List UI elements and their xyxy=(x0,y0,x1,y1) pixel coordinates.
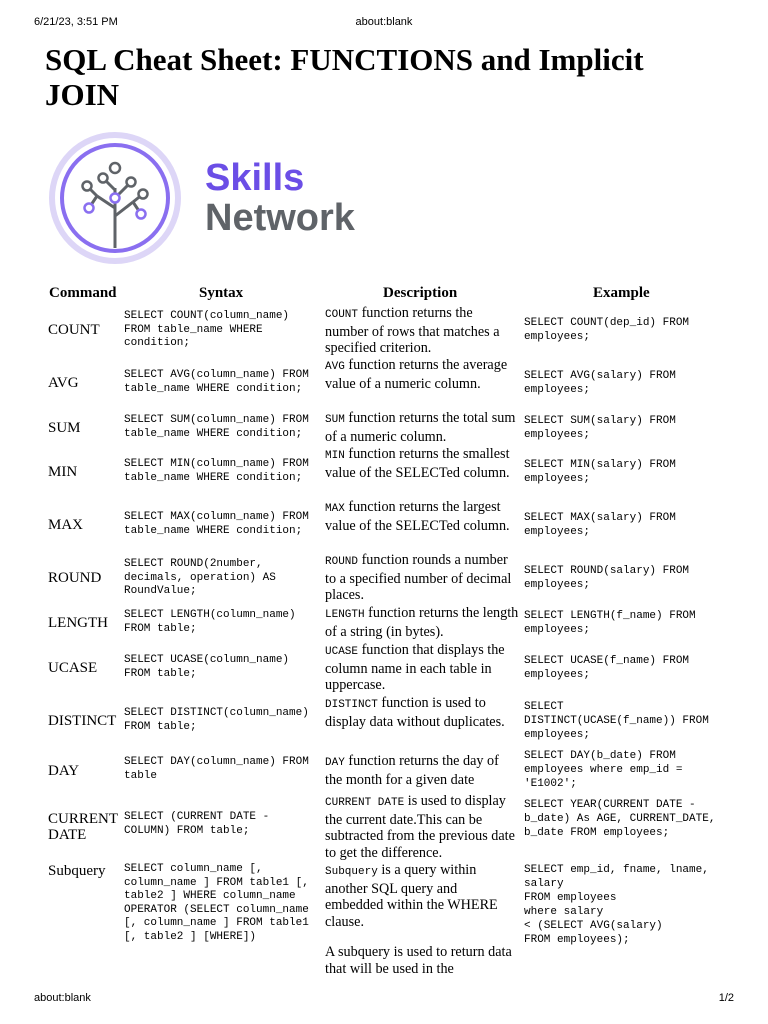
description-text-continued: A subquery is used to return data that will be used in the xyxy=(325,944,512,977)
command-cell: DISTINCT xyxy=(48,713,117,729)
description-text: function returns the day of the month for a given date xyxy=(325,753,499,788)
col-header-example: Example xyxy=(593,285,650,301)
example-cell: SELECT AVG(salary) FROM employees; xyxy=(524,370,683,396)
example-cell: SELECT UCASE(f_name) FROM employees; xyxy=(524,655,696,681)
syntax-cell: SELECT ROUND(2number, decimals, operation) AS RoundValue; xyxy=(124,558,283,597)
command-cell: DAY xyxy=(48,763,80,779)
example-cell: SELECT MAX(salary) FROM employees; xyxy=(524,512,683,538)
description-cell xyxy=(325,499,519,534)
command-cell: COUNT xyxy=(48,322,100,338)
description-keyword: UCASE xyxy=(325,646,359,658)
description-keyword: LENGTH xyxy=(325,609,365,621)
command-cell: ROUND xyxy=(48,570,102,586)
description-text: function that displays the column name in each table in uppercase. xyxy=(325,642,505,693)
example-cell: SELECT DISTINCT(UCASE(f_name)) FROM employees; xyxy=(524,701,709,741)
description-text: function returns the length of a string (in bytes). xyxy=(325,605,519,640)
example-cell: SELECT LENGTH(f_name) FROM employees; xyxy=(524,610,703,636)
example-cell: SELECT MIN(salary) FROM employees; xyxy=(524,459,683,485)
command-cell: Subquery xyxy=(48,863,106,879)
description-cell xyxy=(325,446,519,481)
description-keyword: MIN xyxy=(325,450,345,462)
logo-text-network: Network xyxy=(205,197,355,239)
description-text: is a query within another SQL query and embedded within the WHERE clause. xyxy=(325,862,498,930)
description-keyword: SUM xyxy=(325,414,345,426)
description-keyword: CURRENT DATE xyxy=(325,797,405,809)
tree-network-icon xyxy=(45,128,185,268)
description-cell xyxy=(325,642,519,694)
command-cell: SUM xyxy=(48,420,81,436)
description-keyword: DAY xyxy=(325,757,345,769)
example-cell: SELECT ROUND(salary) FROM employees; xyxy=(524,565,696,591)
description-keyword: ROUND xyxy=(325,556,359,568)
footer-url: about:blank xyxy=(34,992,91,1004)
description-keyword: MAX xyxy=(325,503,345,515)
description-text: function returns the number of rows that matches a specified criterion. xyxy=(325,305,500,356)
syntax-cell: SELECT AVG(column_name) FROM table_name WHERE condition; xyxy=(124,369,316,395)
command-cell: MIN xyxy=(48,464,78,480)
description-keyword: AVG xyxy=(325,361,345,373)
description-text: is used to display the current date.This can be subtracted from the previous date to get the difference. xyxy=(325,793,515,861)
syntax-cell: SELECT MIN(column_name) FROM table_name WHERE condition; xyxy=(124,458,316,484)
syntax-cell: SELECT MAX(column_name) FROM table_name WHERE condition; xyxy=(124,511,316,537)
description-cell xyxy=(325,753,519,788)
print-url: about:blank xyxy=(355,16,413,28)
syntax-cell: SELECT DAY(column_name) FROM table xyxy=(124,756,316,782)
description-cell xyxy=(325,357,519,392)
description-text: function returns the smallest value of the SELECTed column. xyxy=(325,446,510,481)
col-header-command: Command xyxy=(49,285,117,301)
description-keyword: DISTINCT xyxy=(325,699,378,711)
syntax-cell: SELECT DISTINCT(column_name) FROM table; xyxy=(124,707,316,733)
syntax-cell: SELECT LENGTH(column_name) FROM table; xyxy=(124,609,303,635)
col-header-syntax: Syntax xyxy=(199,285,244,301)
description-cell xyxy=(325,695,519,730)
example-cell: SELECT SUM(salary) FROM employees; xyxy=(524,415,683,441)
command-cell: LENGTH xyxy=(48,615,108,631)
syntax-cell: SELECT column_name [, column_name ] FROM table1 [, table2 ] WHERE column_name OPERATOR (SELECT column_name [, column_name ] FROM table1 [, table2 ] [WHERE]) xyxy=(124,863,316,943)
description-cell xyxy=(325,305,519,357)
example-cell: SELECT COUNT(dep_id) FROM employees; xyxy=(524,317,696,343)
description-cell xyxy=(325,793,519,861)
syntax-cell: SELECT (CURRENT DATE - COLUMN) FROM table; xyxy=(124,811,276,837)
description-text: function returns the total sum of a numeric column. xyxy=(325,410,516,445)
description-cell xyxy=(325,410,519,445)
col-header-description: Description xyxy=(383,285,458,301)
description-cell xyxy=(325,605,519,640)
example-cell: SELECT emp_id, fname, lname, salary FROM employees where salary < (SELECT AVG(salary) FROM employees); xyxy=(524,864,709,946)
description-keyword: Subquery xyxy=(325,866,378,878)
logo-text-skills: Skills xyxy=(205,157,305,199)
command-cell: CURRENT DATE xyxy=(48,811,118,843)
description-cell xyxy=(325,552,519,604)
description-text: function rounds a number to a specified number of decimal places. xyxy=(325,552,512,603)
example-cell: SELECT DAY(b_date) FROM employees where emp_id = 'E1002'; xyxy=(524,750,690,790)
command-cell: AVG xyxy=(48,375,79,391)
syntax-cell: SELECT COUNT(column_name) FROM table_name WHERE condition; xyxy=(124,310,296,349)
skills-network-logo xyxy=(45,128,385,268)
syntax-cell: SELECT SUM(column_name) FROM table_name WHERE condition; xyxy=(124,414,316,440)
print-datetime: 6/21/23, 3:51 PM xyxy=(34,16,118,28)
description-cell xyxy=(325,862,519,977)
description-text: function returns the largest value of the SELECTed column. xyxy=(325,499,510,534)
command-cell: MAX xyxy=(48,517,84,533)
description-text: function is used to display data without duplicates. xyxy=(325,695,505,730)
command-cell: UCASE xyxy=(48,660,98,676)
page-number: 1/2 xyxy=(718,992,734,1004)
example-cell: SELECT YEAR(CURRENT DATE - b_date) As AGE, CURRENT_DATE, b_date FROM employees; xyxy=(524,799,723,839)
description-text: function returns the average value of a numeric column. xyxy=(325,357,508,392)
syntax-cell: SELECT UCASE(column_name) FROM table; xyxy=(124,654,296,680)
page-title: SQL Cheat Sheet: FUNCTIONS and Implicit JOIN xyxy=(45,42,644,112)
description-keyword: COUNT xyxy=(325,309,359,321)
